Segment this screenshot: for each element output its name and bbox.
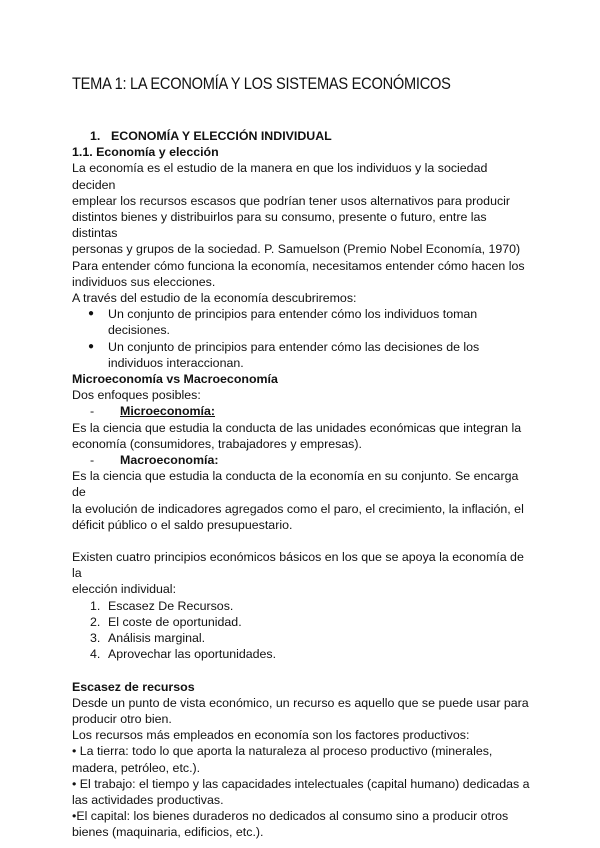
dash-marker: - xyxy=(90,404,95,419)
micro-line: economía (consumidores, trabajadores y empresas). xyxy=(72,436,362,451)
macro-line: Es la ciencia que estudia la conducta de la economía en su conjunto. Se encarga de xyxy=(72,469,519,500)
spacer xyxy=(72,663,532,679)
intro-line: A través del estudio de la economía descubriremos: xyxy=(72,291,357,306)
spacer xyxy=(72,533,532,549)
item-number: 3. xyxy=(90,631,101,646)
section-number: 1. xyxy=(90,129,101,143)
scarcity-line: • El trabajo: el tiempo y las capacidades intelectuales (capital humano) dedicadas a xyxy=(72,776,530,791)
macro-line: la evolución de indicadores agregados como el paro, el crecimiento, la inflación, el xyxy=(72,501,524,516)
principles-bullet-list xyxy=(72,306,532,371)
list-item xyxy=(72,630,532,646)
item-text: Escasez De Recursos. xyxy=(108,598,234,613)
approaches-text: Dos enfoques posibles: xyxy=(72,388,201,403)
list-item xyxy=(72,614,532,630)
scarcity-line: Los recursos más empleados en economía son los factores productivos: xyxy=(72,728,470,743)
scarcity-line: las actividades productivas. xyxy=(72,792,224,807)
subsection-heading: 1.1. Economía y elección xyxy=(72,145,219,160)
principles-intro-line: Existen cuatro principios económicos básicos en los que se apoya la economía de la xyxy=(72,550,524,581)
scarcity-heading: Escasez de recursos xyxy=(72,679,195,694)
bullet-icon: ● xyxy=(88,308,95,320)
principles-numbered-list xyxy=(72,598,532,663)
macro-line: déficit público o el saldo presupuestario. xyxy=(72,517,293,532)
section-title: ECONOMÍA Y ELECCIÓN INDIVIDUAL xyxy=(111,129,332,143)
list-item-line: Un conjunto de principios para entender cómo las decisiones de los xyxy=(108,339,480,354)
bullet-icon: ● xyxy=(88,340,95,352)
intro-line: personas y grupos de la sociedad. P. Samuelson (Premio Nobel Economía, 1970) xyxy=(72,242,521,257)
micro-label: Microeconomía: xyxy=(120,404,216,419)
intro-line: Para entender cómo funciona la economía, necesitamos entender cómo hacen los xyxy=(72,258,525,273)
list-item-line: decisiones. xyxy=(108,323,170,338)
micro-line: Es la ciencia que estudia la conducta de las unidades económicas que integran la xyxy=(72,420,522,435)
intro-line: La economía es el estudio de la manera en que los individuos y la sociedad deciden xyxy=(72,161,488,192)
intro-line: distintos bienes y distribuirlos para su consumo, presente o futuro, entre las distintas xyxy=(72,210,487,241)
item-number: 4. xyxy=(90,647,101,662)
list-item xyxy=(72,306,532,338)
section-heading xyxy=(72,128,532,144)
item-text: Aprovechar las oportunidades. xyxy=(108,647,277,662)
intro-line: individuos sus elecciones. xyxy=(72,274,216,289)
list-item-line: individuos interaccionan. xyxy=(108,355,244,370)
macro-label: Macroeconomía: xyxy=(120,453,219,468)
scarcity-line: bienes (maquinaria, edificios, etc.). xyxy=(72,825,264,840)
list-item xyxy=(72,646,532,662)
scarcity-line: madera, petróleo, etc.). xyxy=(72,760,201,775)
scarcity-line: Desde un punto de vista económico, un recurso es aquello que se puede usar para xyxy=(72,695,529,710)
intro-line: emplear los recursos escasos que podrían tener usos alternativos para producir xyxy=(72,193,511,208)
item-text: El coste de oportunidad. xyxy=(108,614,242,629)
micro-macro-heading: Microeconomía vs Macroeconomía xyxy=(72,372,278,387)
micro-heading xyxy=(72,403,532,419)
dash-marker: - xyxy=(90,453,95,468)
scarcity-line: •El capital: los bienes duraderos no dedicados al consumo sino a producir otros xyxy=(72,809,509,824)
scarcity-line: producir otro bien. xyxy=(72,711,172,726)
scarcity-line: • La tierra: todo lo que aporta la naturaleza al proceso productivo (minerales, xyxy=(72,744,493,759)
list-item-line: Un conjunto de principios para entender cómo los individuos toman xyxy=(108,307,478,322)
item-number: 1. xyxy=(90,598,101,613)
item-number: 2. xyxy=(90,614,101,629)
macro-heading xyxy=(72,452,532,468)
item-text: Análisis marginal. xyxy=(108,631,206,646)
document-body xyxy=(72,128,532,841)
list-item xyxy=(72,339,532,371)
list-item xyxy=(72,598,532,614)
document-title: TEMA 1: LA ECONOMÍA Y LOS SISTEMAS ECONÓMICOS xyxy=(72,74,451,93)
principles-intro-line: elección individual: xyxy=(72,582,177,597)
